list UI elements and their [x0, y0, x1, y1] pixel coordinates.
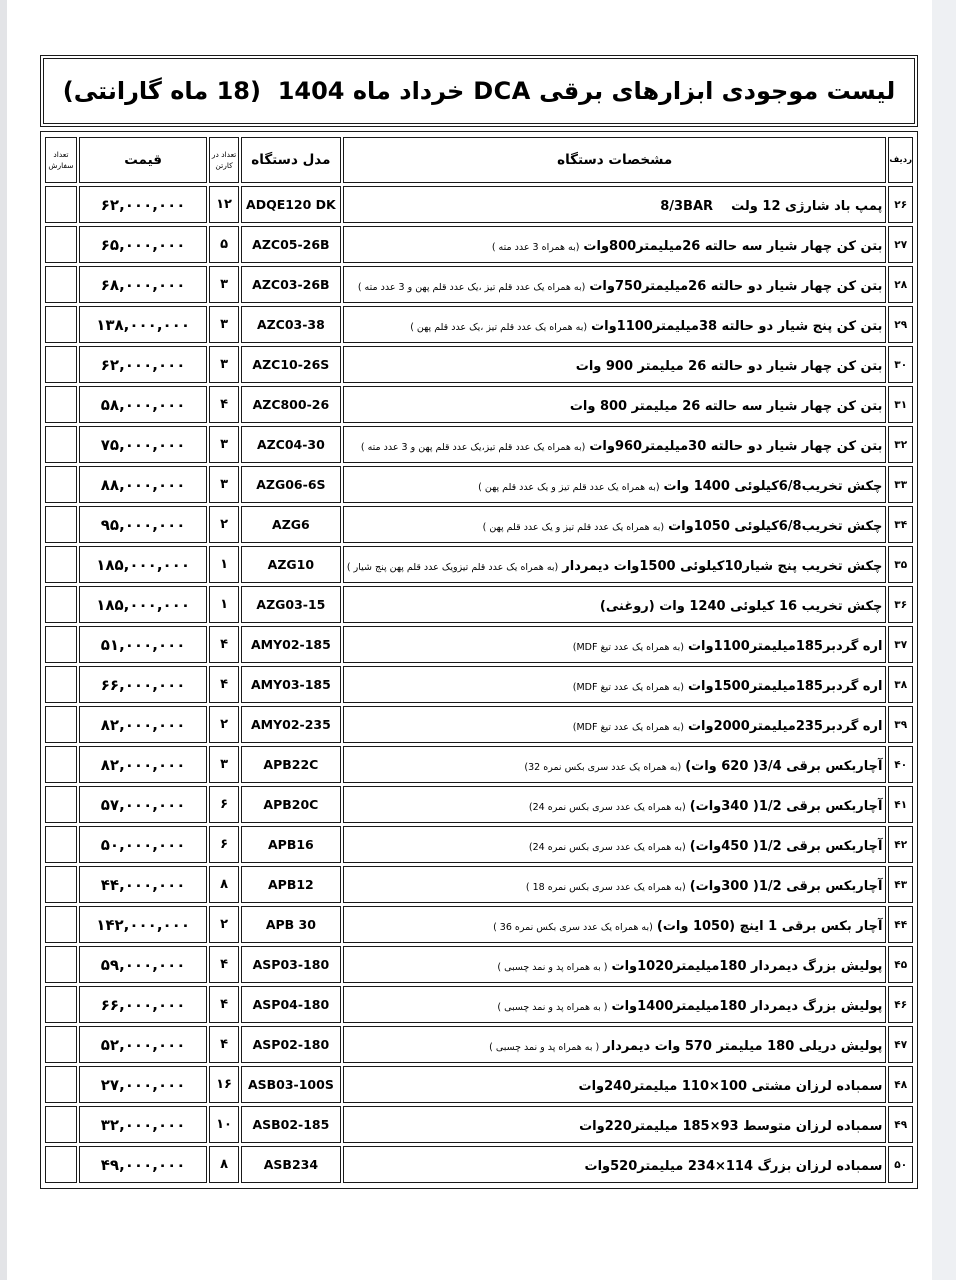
spec-cell [343, 706, 887, 743]
table-row [45, 506, 913, 543]
spec-text: بتن کن چهار شیار دو حالته 26میلیمتر750وات [589, 279, 883, 294]
spec-note-text: (به همراه یک عدد تیغ MDF) [572, 682, 684, 693]
spec-note-text: ( به همراه پد و نمد چسبی ) [497, 1002, 608, 1013]
spec-cell [343, 466, 887, 503]
order-qty-cell [45, 706, 77, 743]
carton-qty-cell: ۴ [209, 626, 239, 663]
model-cell: AZG06-6S [241, 466, 341, 503]
carton-qty-cell: ۴ [209, 386, 239, 423]
carton-qty-cell: ۶ [209, 826, 239, 863]
spec-text: بتن کن چهار شیار سه حالته 26میلیمتر800وات [583, 239, 883, 254]
spec-cell [343, 626, 887, 663]
order-qty-cell [45, 546, 77, 583]
spec-text: چکش تخریب 16 کیلوئی 1240 وات (روغنی) [599, 599, 883, 614]
table-row [45, 346, 913, 383]
row-number-cell: ۳۴ [888, 506, 913, 543]
spec-note-text: (به همراه یک عدد قلم تیز ،یک عدد قلم پهن ) [410, 322, 588, 333]
table-row [45, 1106, 913, 1143]
spec-text: پمپ باد شارژی 12 ولت 8/3BAR [660, 199, 883, 214]
row-number-cell: ۳۱ [888, 386, 913, 423]
table-row [45, 946, 913, 983]
spec-note-text: (به همراه یک عدد قلم تیز و یک عدد قلم پهن ) [478, 482, 660, 493]
order-qty-cell [45, 586, 77, 623]
spec-cell [343, 266, 887, 303]
row-number-cell: ۳۰ [888, 346, 913, 383]
spec-cell [343, 386, 887, 423]
spec-text: بتن کن چهار شیار دو حالته 30میلیمتر960وات [589, 439, 883, 454]
carton-qty-cell: ۵ [209, 226, 239, 263]
spec-text: اره گردبر235میلیمتر2000وات [687, 719, 883, 734]
model-cell: AZC05-26B [241, 226, 341, 263]
model-cell: ADQE120 DK [241, 186, 341, 223]
carton-qty-cell: ۱ [209, 586, 239, 623]
order-qty-cell [45, 386, 77, 423]
model-cell: ASP03-180 [241, 946, 341, 983]
spec-note-text: (به همراه یک عدد تیغ MDF) [572, 642, 684, 653]
order-qty-cell [45, 266, 77, 303]
price-cell: ۵۲,۰۰۰,۰۰۰ [79, 1026, 207, 1063]
price-cell: ۶۲,۰۰۰,۰۰۰ [79, 346, 207, 383]
model-cell: AZG03-15 [241, 586, 341, 623]
spec-text: بتن کن پنج شیار دو حالته 38میلیمتر1100وات [591, 319, 883, 334]
order-qty-cell [45, 226, 77, 263]
price-cell: ۸۲,۰۰۰,۰۰۰ [79, 706, 207, 743]
row-number-cell: ۳۶ [888, 586, 913, 623]
row-number-cell: ۴۸ [888, 1066, 913, 1103]
spec-text: پولیش دریلی 180 میلیمتر 570 وات دیمردار [603, 1039, 883, 1054]
spec-cell [343, 1106, 887, 1143]
spec-text: چکش تخریب6/8کیلوئی 1050وات [668, 519, 883, 534]
row-number-cell: ۴۴ [888, 906, 913, 943]
page-title: لیست موجودی ابزارهای برقی DCA خرداد ماه 1404 (18 ماه گارانتی) [62, 77, 896, 105]
price-cell: ۱۸۵,۰۰۰,۰۰۰ [79, 586, 207, 623]
header-order-line1: تعداد [53, 149, 69, 159]
inventory-title-inner [43, 58, 915, 124]
price-cell: ۸۸,۰۰۰,۰۰۰ [79, 466, 207, 503]
price-cell: ۲۷,۰۰۰,۰۰۰ [79, 1066, 207, 1103]
spec-text: آچاربکس برقی 1/2( 450وات) [689, 839, 883, 854]
carton-qty-cell: ۳ [209, 266, 239, 303]
price-cell: ۱۳۸,۰۰۰,۰۰۰ [79, 306, 207, 343]
model-cell: ASP04-180 [241, 986, 341, 1023]
row-number-cell: ۲۹ [888, 306, 913, 343]
header-order-qty [45, 137, 77, 183]
carton-qty-cell: ۳ [209, 346, 239, 383]
spec-cell [343, 1066, 887, 1103]
order-qty-cell [45, 906, 77, 943]
row-number-cell: ۳۷ [888, 626, 913, 663]
document-sheet [40, 55, 918, 1189]
model-cell: AMY02-235 [241, 706, 341, 743]
carton-qty-cell: ۱۶ [209, 1066, 239, 1103]
spec-cell [343, 546, 887, 583]
carton-qty-cell: ۲ [209, 506, 239, 543]
page-left-margin [0, 0, 7, 1280]
spec-cell [343, 426, 887, 463]
spec-cell [343, 746, 887, 783]
order-qty-cell [45, 306, 77, 343]
spec-cell [343, 906, 887, 943]
model-cell: AZC03-26B [241, 266, 341, 303]
row-number-cell: ۲۶ [888, 186, 913, 223]
model-cell: AMY03-185 [241, 666, 341, 703]
table-row [45, 666, 913, 703]
order-qty-cell [45, 1026, 77, 1063]
model-cell: APB20C [241, 786, 341, 823]
row-number-cell: ۲۸ [888, 266, 913, 303]
carton-qty-cell: ۳ [209, 426, 239, 463]
model-cell: APB12 [241, 866, 341, 903]
spec-note-text: (به همراه یک عدد سری بکس نمره 24) [528, 842, 686, 853]
model-cell: AZG10 [241, 546, 341, 583]
price-cell: ۵۸,۰۰۰,۰۰۰ [79, 386, 207, 423]
spec-text: بتن کن چهار شیار دو حالته 26 میلیمتر 900 وات [575, 359, 883, 374]
header-price: قیمت [79, 137, 207, 183]
spec-cell [343, 586, 887, 623]
table-row [45, 1026, 913, 1063]
price-cell: ۶۲,۰۰۰,۰۰۰ [79, 186, 207, 223]
spec-note-text: (به همراه 3 عدد مته ) [491, 242, 580, 253]
spec-cell [343, 986, 887, 1023]
table-row [45, 986, 913, 1023]
carton-qty-cell: ۴ [209, 986, 239, 1023]
carton-qty-cell: ۴ [209, 1026, 239, 1063]
order-qty-cell [45, 506, 77, 543]
spec-cell [343, 1026, 887, 1063]
carton-qty-cell: ۳ [209, 306, 239, 343]
spec-cell [343, 946, 887, 983]
row-number-cell: ۲۷ [888, 226, 913, 263]
spec-text: اره گردبر185میلیمتر1100وات [687, 639, 883, 654]
carton-qty-cell: ۱ [209, 546, 239, 583]
table-row [45, 466, 913, 503]
model-cell: AZG6 [241, 506, 341, 543]
price-cell: ۵۰,۰۰۰,۰۰۰ [79, 826, 207, 863]
order-qty-cell [45, 1106, 77, 1143]
price-cell: ۵۱,۰۰۰,۰۰۰ [79, 626, 207, 663]
carton-qty-cell: ۴ [209, 666, 239, 703]
price-cell: ۵۷,۰۰۰,۰۰۰ [79, 786, 207, 823]
spec-note-text: (به همراه یک عدد تیغ MDF) [572, 722, 684, 733]
spec-note-text: (به همراه یک عدد سری بکس نمره 24) [528, 802, 686, 813]
spec-cell [343, 1146, 887, 1183]
spec-text: پولیش بزرگ دیمردار 180میلیمتر1020وات [611, 959, 883, 974]
order-qty-cell [45, 346, 77, 383]
header-carton-qty [209, 137, 239, 183]
spec-text: آچاربکس برقی 3/4( 620 وات) [685, 759, 883, 774]
table-row [45, 306, 913, 343]
header-order-line2: سفارش [48, 161, 74, 170]
order-qty-cell [45, 746, 77, 783]
order-qty-cell [45, 186, 77, 223]
price-cell: ۴۴,۰۰۰,۰۰۰ [79, 866, 207, 903]
row-number-cell: ۳۵ [888, 546, 913, 583]
model-cell: ASB03-100S [241, 1066, 341, 1103]
order-qty-cell [45, 1066, 77, 1103]
carton-qty-cell: ۸ [209, 866, 239, 903]
spec-text: بتن کن چهار شیار سه حالته 26 میلیمتر 800 وات [569, 399, 883, 414]
table-header [45, 137, 913, 183]
spec-text: پولیش بزرگ دیمردار 180میلیمتر1400وات [611, 999, 883, 1014]
price-cell: ۵۹,۰۰۰,۰۰۰ [79, 946, 207, 983]
carton-qty-cell: ۳ [209, 466, 239, 503]
spec-text: سمباده لرزان متوسط ‎185×93‎ میلیمتر220وات [579, 1119, 883, 1134]
price-cell: ۴۹,۰۰۰,۰۰۰ [79, 1146, 207, 1183]
price-cell: ۷۵,۰۰۰,۰۰۰ [79, 426, 207, 463]
carton-qty-cell: ۱۲ [209, 186, 239, 223]
table-row [45, 626, 913, 663]
row-number-cell: ۴۰ [888, 746, 913, 783]
price-cell: ۹۵,۰۰۰,۰۰۰ [79, 506, 207, 543]
model-cell: APB16 [241, 826, 341, 863]
model-cell: AMY02-185 [241, 626, 341, 663]
model-cell: AZC03-38 [241, 306, 341, 343]
table-row [45, 186, 913, 223]
order-qty-cell [45, 1146, 77, 1183]
carton-qty-cell: ۲ [209, 906, 239, 943]
spec-cell [343, 786, 887, 823]
row-number-cell: ۳۲ [888, 426, 913, 463]
carton-qty-cell: ۴ [209, 946, 239, 983]
model-cell: APB22C [241, 746, 341, 783]
inventory-table-wrapper [40, 131, 918, 1189]
order-qty-cell [45, 866, 77, 903]
spec-text: سمباده لرزان بزرگ ‎234×114‎ میلیمتر520وات [584, 1159, 883, 1174]
carton-qty-cell: ۳ [209, 746, 239, 783]
model-cell: AZC10-26S [241, 346, 341, 383]
price-cell: ۶۸,۰۰۰,۰۰۰ [79, 266, 207, 303]
price-cell: ۶۶,۰۰۰,۰۰۰ [79, 666, 207, 703]
order-qty-cell [45, 946, 77, 983]
inventory-table [43, 134, 915, 1186]
table-row [45, 266, 913, 303]
carton-qty-cell: ۸ [209, 1146, 239, 1183]
table-row [45, 866, 913, 903]
row-number-cell: ۴۲ [888, 826, 913, 863]
spec-cell [343, 186, 887, 223]
header-row-number: ردیف [888, 137, 913, 183]
spec-cell [343, 506, 887, 543]
row-number-cell: ۳۳ [888, 466, 913, 503]
order-qty-cell [45, 826, 77, 863]
table-body [45, 186, 913, 1183]
header-row [45, 137, 913, 183]
spec-cell [343, 826, 887, 863]
spec-note-text: (به همراه یک عدد سری بکس نمره 32) [524, 762, 682, 773]
price-cell: ۱۴۲,۰۰۰,۰۰۰ [79, 906, 207, 943]
model-cell: AZC800-26 [241, 386, 341, 423]
price-cell: ۳۲,۰۰۰,۰۰۰ [79, 1106, 207, 1143]
price-cell: ۶۶,۰۰۰,۰۰۰ [79, 986, 207, 1023]
page-right-margin [932, 0, 956, 1280]
table-row [45, 226, 913, 263]
row-number-cell: ۴۵ [888, 946, 913, 983]
row-number-cell: ۴۳ [888, 866, 913, 903]
spec-note-text: (به همراه یک عدد قلم تیزویک عدد قلم پهن پنج شیار ) [346, 562, 559, 573]
spec-text: اره گردبر185میلیمتر1500وات [687, 679, 883, 694]
spec-text: چکش تخریب پنج شیار10کیلوئی 1500وات دیمردار [562, 559, 883, 574]
carton-qty-cell: ۲ [209, 706, 239, 743]
row-number-cell: ۴۹ [888, 1106, 913, 1143]
carton-qty-cell: ۱۰ [209, 1106, 239, 1143]
spec-text: آچار بکس برقی 1 اینچ (1050 وات) [656, 919, 883, 934]
spec-note-text: (به همراه یک عدد قلم تیز ،یک عدد قلم پهن و 3 عدد مته ) [357, 282, 586, 293]
spec-text: آچاربکس برقی 1/2( 300وات) [689, 879, 883, 894]
table-row [45, 586, 913, 623]
price-cell: ۱۸۵,۰۰۰,۰۰۰ [79, 546, 207, 583]
table-row [45, 426, 913, 463]
model-cell: AZC04-30 [241, 426, 341, 463]
header-spec: مشخصات دستگاه [343, 137, 887, 183]
spec-note-text: ( به همراه پد و نمد چسبی ) [489, 1042, 600, 1053]
model-cell: ASB02-185 [241, 1106, 341, 1143]
carton-qty-cell: ۶ [209, 786, 239, 823]
spec-text: آچاربکس برقی 1/2( 340وات) [689, 799, 883, 814]
order-qty-cell [45, 666, 77, 703]
row-number-cell: ۵۰ [888, 1146, 913, 1183]
table-row [45, 1066, 913, 1103]
row-number-cell: ۳۹ [888, 706, 913, 743]
model-cell: ASP02-180 [241, 1026, 341, 1063]
row-number-cell: ۴۱ [888, 786, 913, 823]
table-row [45, 786, 913, 823]
price-cell: ۶۵,۰۰۰,۰۰۰ [79, 226, 207, 263]
order-qty-cell [45, 986, 77, 1023]
spec-note-text: (به همراه یک عدد سری بکس نمره 18 ) [525, 882, 686, 893]
order-qty-cell [45, 426, 77, 463]
spec-text: سمباده لرزان مشتی ‎110×100‎ میلیمتر240وات [578, 1079, 883, 1094]
table-row [45, 906, 913, 943]
spec-cell [343, 346, 887, 383]
row-number-cell: ۴۶ [888, 986, 913, 1023]
order-qty-cell [45, 786, 77, 823]
model-cell: ASB234 [241, 1146, 341, 1183]
spec-cell [343, 666, 887, 703]
inventory-title-box [40, 55, 918, 127]
model-cell: APB 30 [241, 906, 341, 943]
spec-cell [343, 226, 887, 263]
header-carton-line2: کارتن [215, 161, 233, 170]
table-row [45, 746, 913, 783]
spec-text: چکش تخریب6/8کیلوئی 1400 وات [663, 479, 883, 494]
spec-note-text: (به همراه یک عدد سری بکس نمره 36 ) [493, 922, 653, 933]
spec-note-text: (به همراه یک عدد قلم تیز،یک عدد قلم پهن و 3 عدد مته ) [360, 442, 586, 453]
table-row [45, 386, 913, 423]
header-model: مدل دستگاه [241, 137, 341, 183]
order-qty-cell [45, 626, 77, 663]
order-qty-cell [45, 466, 77, 503]
row-number-cell: ۳۸ [888, 666, 913, 703]
table-row [45, 706, 913, 743]
price-cell: ۸۲,۰۰۰,۰۰۰ [79, 746, 207, 783]
table-row [45, 1146, 913, 1183]
table-row [45, 826, 913, 863]
table-row [45, 546, 913, 583]
spec-cell [343, 306, 887, 343]
spec-cell [343, 866, 887, 903]
row-number-cell: ۴۷ [888, 1026, 913, 1063]
spec-note-text: (به همراه یک عدد قلم تیز و یک عدد قلم پهن ) [482, 522, 665, 533]
spec-note-text: ( به همراه پد و نمد چسبی ) [497, 962, 608, 973]
header-carton-line1: تعداد در [211, 149, 237, 159]
